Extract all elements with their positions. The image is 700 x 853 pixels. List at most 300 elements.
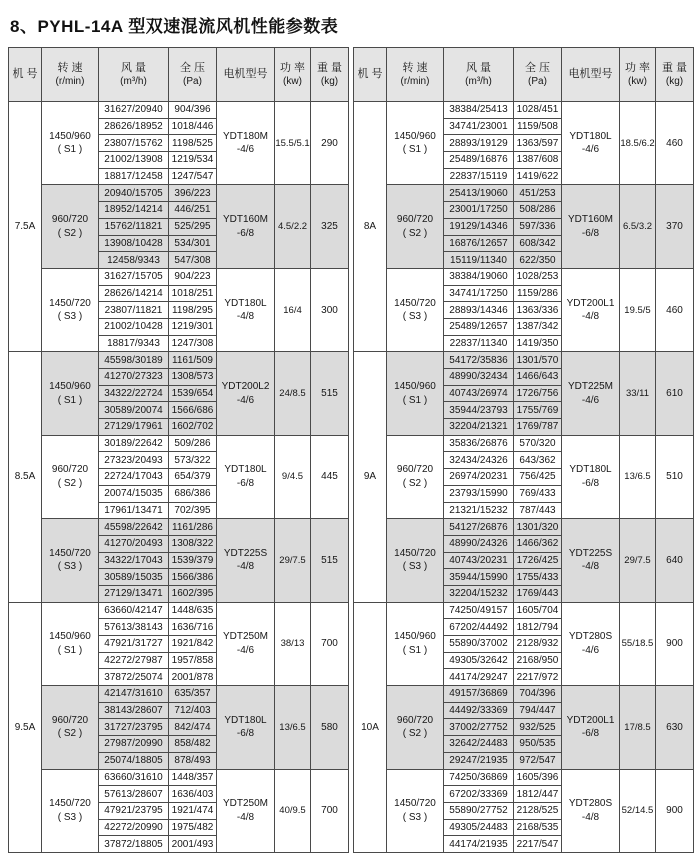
motor-model-cell [217,352,275,435]
power-cell: 29/7.5 [275,519,311,602]
motor-model-value: YDT225S [568,547,613,559]
total-pressure-header [514,48,562,102]
speed-header [387,48,444,102]
table-row [354,602,694,619]
power-cell: 55/18.5 [620,602,656,685]
speed-variant-label: ( S3 ) [402,811,428,823]
total-pressure-cell: 2001/493 [169,836,217,853]
speed-value: 1450/960 [394,130,436,142]
machine-number-header [354,48,387,102]
air-volume-cell: 32204/21321 [444,419,514,436]
motor-model-cell [562,686,620,769]
speed-cell [387,769,444,852]
air-volume-header [444,48,514,102]
air-volume-cell: 42272/27987 [99,652,169,669]
air-volume-cell: 47921/31727 [99,636,169,653]
speed-variant-label: ( S1 ) [57,144,83,156]
air-volume-cell: 15762/11821 [99,218,169,235]
air-volume-cell: 38384/19060 [444,268,514,285]
weight-cell: 510 [656,435,694,518]
weight-cell: 640 [656,519,694,602]
total-pressure-cell: 2128/525 [514,802,562,819]
total-pressure-cell: 1448/635 [169,602,217,619]
speed-cell [387,602,444,685]
total-pressure-cell: 1769/787 [514,419,562,436]
total-pressure-cell: 1605/704 [514,602,562,619]
table-row [9,268,349,285]
speed-header-line2: (r/min) [400,76,430,88]
air-volume-cell: 34322/17043 [99,552,169,569]
speed-cell [42,686,99,769]
air-volume-cell: 30189/22642 [99,435,169,452]
power-header-line1: 功 率 [624,61,651,74]
speed-header-line2: (r/min) [55,76,85,88]
motor-poles-value: -6/8 [236,227,255,239]
air-volume-cell: 15119/11340 [444,252,514,269]
air-volume-header-line2: (m³/h) [465,76,492,88]
weight-cell: 325 [311,185,349,268]
speed-value: 1450/720 [394,547,436,559]
total-pressure-cell: 1219/534 [169,152,217,169]
speed-cell [42,435,99,518]
weight-header-line1: 重 量 [661,61,688,74]
air-volume-cell: 57613/28607 [99,786,169,803]
total-pressure-cell: 1419/350 [514,335,562,352]
power-cell: 17/8.5 [620,686,656,769]
motor-poles-value: -6/8 [581,227,600,239]
air-volume-cell: 20074/15035 [99,485,169,502]
air-volume-cell: 34322/22724 [99,385,169,402]
motor-model-value: YDT180M [222,130,268,142]
speed-cell [387,519,444,602]
speed-cell [387,435,444,518]
air-volume-cell: 44174/21935 [444,836,514,853]
air-volume-cell: 32434/24326 [444,452,514,469]
speed-variant-label: ( S2 ) [57,728,83,740]
total-pressure-cell: 1301/570 [514,352,562,369]
total-pressure-cell: 1605/396 [514,769,562,786]
speed-variant-label: ( S3 ) [57,311,83,323]
air-volume-cell: 27129/17961 [99,419,169,436]
power-header-line2: (kw) [628,76,647,88]
machine-number-header [9,48,42,102]
power-cell: 18.5/6.2 [620,102,656,185]
total-pressure-cell: 1602/702 [169,419,217,436]
total-pressure-cell: 508/286 [514,202,562,219]
total-pressure-cell: 1636/716 [169,619,217,636]
speed-value: 960/720 [51,714,89,726]
motor-model-header [562,48,620,102]
air-volume-cell: 48990/24326 [444,535,514,552]
motor-model-header [217,48,275,102]
speed-cell [42,185,99,268]
air-volume-cell: 32204/15232 [444,585,514,602]
total-pressure-cell: 446/251 [169,202,217,219]
total-pressure-cell: 1219/301 [169,318,217,335]
air-volume-cell: 28626/18952 [99,118,169,135]
air-volume-cell: 74250/36869 [444,769,514,786]
total-pressure-cell: 396/223 [169,185,217,202]
total-pressure-cell: 1539/654 [169,385,217,402]
motor-model-value: YDT180L [224,464,267,476]
machine-number-header-line1: 机 号 [357,68,383,81]
air-volume-cell: 30589/20074 [99,402,169,419]
air-volume-cell: 55890/37002 [444,636,514,653]
weight-cell: 580 [311,686,349,769]
total-pressure-cell: 972/547 [514,752,562,769]
air-volume-cell: 38143/28607 [99,702,169,719]
power-cell: 15.5/5.1 [275,102,311,185]
total-pressure-cell: 525/295 [169,218,217,235]
air-volume-cell: 35836/26876 [444,435,514,452]
total-pressure-cell: 643/362 [514,452,562,469]
air-volume-cell: 44174/29247 [444,669,514,686]
machine-no-cell: 8.5A [9,352,42,602]
speed-variant-label: ( S3 ) [57,811,83,823]
speed-variant-label: ( S2 ) [402,728,428,740]
motor-model-cell [217,435,275,518]
weight-cell: 515 [311,519,349,602]
header-row [354,48,694,102]
motor-model-cell [562,352,620,435]
speed-header-line1: 转 速 [57,61,83,74]
table-row [354,102,694,119]
speed-variant-label: ( S2 ) [402,477,428,489]
total-pressure-header [169,48,217,102]
total-pressure-cell: 1466/643 [514,369,562,386]
machine-no-cell: 7.5A [9,102,42,352]
total-pressure-cell: 1018/446 [169,118,217,135]
motor-poles-value: -4/6 [581,644,600,656]
air-volume-cell: 13908/10428 [99,235,169,252]
total-pressure-header-line2: (Pa) [528,76,547,88]
motor-model-cell [562,268,620,351]
total-pressure-cell: 932/525 [514,719,562,736]
machine-no-cell: 9.5A [9,602,42,852]
air-volume-cell: 37872/18805 [99,836,169,853]
air-volume-cell: 21002/10428 [99,318,169,335]
total-pressure-cell: 1769/443 [514,585,562,602]
motor-model-cell [562,602,620,685]
speed-value: 1450/960 [49,130,91,142]
total-pressure-cell: 1308/573 [169,369,217,386]
air-volume-cell: 31727/23795 [99,719,169,736]
table-row [354,686,694,703]
air-volume-cell: 12458/9343 [99,252,169,269]
power-header [275,48,311,102]
motor-model-cell [562,185,620,268]
total-pressure-cell: 654/379 [169,469,217,486]
air-volume-cell: 23807/15762 [99,135,169,152]
air-volume-cell: 18952/14214 [99,202,169,219]
air-volume-cell: 35944/15990 [444,569,514,586]
table-row [354,435,694,452]
air-volume-cell: 63660/42147 [99,602,169,619]
motor-poles-value: -6/8 [236,477,255,489]
air-volume-cell: 54127/26876 [444,519,514,536]
motor-poles-value: -4/8 [581,311,600,323]
total-pressure-cell: 1363/336 [514,302,562,319]
motor-model-value: YDT280S [568,631,613,643]
total-pressure-cell: 904/223 [169,268,217,285]
power-cell: 33/11 [620,352,656,435]
air-volume-cell: 41270/27323 [99,369,169,386]
table-row [9,769,349,786]
air-volume-cell: 19129/14346 [444,218,514,235]
fan-table-right [353,47,694,853]
air-volume-cell: 38384/25413 [444,102,514,119]
power-header [620,48,656,102]
air-volume-cell: 32642/24483 [444,736,514,753]
total-pressure-cell: 1755/769 [514,402,562,419]
total-pressure-cell: 1028/253 [514,268,562,285]
speed-value: 1450/720 [49,798,91,810]
total-pressure-cell: 1159/508 [514,118,562,135]
total-pressure-cell: 547/308 [169,252,217,269]
air-volume-cell: 49305/32642 [444,652,514,669]
air-volume-cell: 18817/9343 [99,335,169,352]
speed-value: 960/720 [396,714,434,726]
table-row [9,686,349,703]
motor-poles-value: -4/6 [581,144,600,156]
weight-header-line1: 重 量 [316,61,343,74]
total-pressure-cell: 1387/608 [514,152,562,169]
air-volume-cell: 34741/17250 [444,285,514,302]
total-pressure-cell: 1539/379 [169,552,217,569]
weight-header-line2: (kg) [665,76,684,88]
page-title: 8、PYHL-14A 型双速混流风机性能参数表 [10,17,339,36]
motor-model-value: YDT200L1 [566,297,615,309]
table-row [354,352,694,369]
speed-value: 960/720 [396,214,434,226]
motor-poles-value: -6/8 [581,728,600,740]
power-cell: 29/7.5 [620,519,656,602]
total-pressure-cell: 950/535 [514,736,562,753]
weight-cell: 700 [311,769,349,852]
air-volume-cell: 22724/17043 [99,469,169,486]
air-volume-cell: 74250/49157 [444,602,514,619]
total-pressure-cell: 904/396 [169,102,217,119]
motor-model-cell [217,519,275,602]
total-pressure-cell: 1161/509 [169,352,217,369]
weight-cell: 300 [311,268,349,351]
total-pressure-cell: 2128/932 [514,636,562,653]
speed-cell [387,185,444,268]
air-volume-cell: 30589/15035 [99,569,169,586]
air-volume-cell: 48990/32434 [444,369,514,386]
total-pressure-cell: 2001/878 [169,669,217,686]
total-pressure-cell: 787/443 [514,502,562,519]
table-row [9,102,349,119]
power-cell: 40/9.5 [275,769,311,852]
motor-model-value: YDT160M [222,214,268,226]
total-pressure-cell: 635/357 [169,686,217,703]
motor-model-value: YDT180L [569,464,612,476]
speed-cell [42,769,99,852]
air-volume-cell: 27129/13471 [99,585,169,602]
table-row [354,268,694,285]
power-cell: 6.5/3.2 [620,185,656,268]
total-pressure-cell: 1812/447 [514,786,562,803]
air-volume-cell: 45598/22642 [99,519,169,536]
motor-model-value: YDT180L [224,714,267,726]
air-volume-cell: 25489/16876 [444,152,514,169]
weight-header [656,48,694,102]
air-volume-cell: 25074/18805 [99,752,169,769]
table-row [354,769,694,786]
power-cell: 4.5/2.2 [275,185,311,268]
speed-variant-label: ( S1 ) [402,394,428,406]
machine-no-cell: 9A [354,352,387,602]
power-cell: 13/6.5 [275,686,311,769]
total-pressure-cell: 2217/972 [514,669,562,686]
air-volume-cell: 37002/27752 [444,719,514,736]
total-pressure-cell: 1028/451 [514,102,562,119]
motor-model-cell [217,769,275,852]
weight-cell: 900 [656,602,694,685]
air-volume-cell: 25413/19060 [444,185,514,202]
speed-cell [42,268,99,351]
total-pressure-cell: 1755/433 [514,569,562,586]
total-pressure-cell: 509/286 [169,435,217,452]
air-volume-cell: 49305/24483 [444,819,514,836]
air-volume-cell: 22837/11340 [444,335,514,352]
machine-number-header-line1: 机 号 [12,68,38,81]
fan-table-left [8,47,349,853]
weight-cell: 630 [656,686,694,769]
total-pressure-cell: 1921/842 [169,636,217,653]
air-volume-cell: 31627/15705 [99,268,169,285]
air-volume-cell: 34741/23001 [444,118,514,135]
air-volume-cell: 27323/20493 [99,452,169,469]
air-volume-cell: 25489/12657 [444,318,514,335]
air-volume-cell: 67202/33369 [444,786,514,803]
weight-cell: 610 [656,352,694,435]
speed-value: 1450/960 [49,631,91,643]
total-pressure-cell: 1247/547 [169,168,217,185]
speed-variant-label: ( S1 ) [57,394,83,406]
total-pressure-cell: 2168/535 [514,819,562,836]
motor-model-cell [562,102,620,185]
speed-cell [387,268,444,351]
air-volume-cell: 28626/14214 [99,285,169,302]
speed-variant-label: ( S1 ) [402,144,428,156]
tables-container [8,47,700,853]
motor-model-cell [217,602,275,685]
air-volume-cell: 26974/20231 [444,469,514,486]
total-pressure-cell: 1018/251 [169,285,217,302]
power-cell: 19.5/5 [620,268,656,351]
total-pressure-cell: 1957/858 [169,652,217,669]
power-cell: 24/8.5 [275,352,311,435]
speed-value: 1450/720 [394,297,436,309]
motor-model-value: YDT280S [568,798,613,810]
air-volume-cell: 41270/20493 [99,535,169,552]
total-pressure-cell: 1247/308 [169,335,217,352]
motor-poles-value: -4/8 [236,811,255,823]
motor-model-header-line1: 电机型号 [568,68,613,81]
speed-variant-label: ( S2 ) [402,227,428,239]
motor-poles-value: -4/6 [581,394,600,406]
air-volume-cell: 44492/33369 [444,702,514,719]
total-pressure-cell: 794/447 [514,702,562,719]
total-pressure-cell: 597/336 [514,218,562,235]
air-volume-cell: 22837/15119 [444,168,514,185]
air-volume-header [99,48,169,102]
speed-header [42,48,99,102]
speed-variant-label: ( S1 ) [402,644,428,656]
weight-cell: 445 [311,435,349,518]
air-volume-cell: 42272/20990 [99,819,169,836]
weight-header [311,48,349,102]
total-pressure-cell: 702/395 [169,502,217,519]
total-pressure-cell: 704/396 [514,686,562,703]
air-volume-cell: 16876/12657 [444,235,514,252]
air-volume-cell: 37872/25074 [99,669,169,686]
total-pressure-cell: 573/322 [169,452,217,469]
total-pressure-cell: 769/433 [514,485,562,502]
motor-model-header-line1: 电机型号 [223,68,268,81]
total-pressure-cell: 1921/474 [169,802,217,819]
speed-variant-label: ( S2 ) [57,477,83,489]
table-row [9,352,349,369]
speed-variant-label: ( S1 ) [57,644,83,656]
power-cell: 16/4 [275,268,311,351]
air-volume-cell: 21321/15232 [444,502,514,519]
air-volume-cell: 18817/12458 [99,168,169,185]
table-row [9,435,349,452]
motor-model-value: YDT250M [222,631,268,643]
air-volume-cell: 28893/19129 [444,135,514,152]
air-volume-cell: 47921/23795 [99,802,169,819]
air-volume-cell: 40743/20231 [444,552,514,569]
motor-model-value: YDT225S [223,547,268,559]
total-pressure-cell: 878/493 [169,752,217,769]
total-pressure-header-line1: 全 压 [524,61,551,74]
total-pressure-cell: 1419/622 [514,168,562,185]
motor-poles-value: -4/6 [236,644,255,656]
weight-cell: 900 [656,769,694,852]
air-volume-cell: 55890/27752 [444,802,514,819]
motor-model-value: YDT200L1 [566,714,615,726]
air-volume-cell: 67202/44492 [444,619,514,636]
power-header-line1: 功 率 [279,61,306,74]
weight-cell: 460 [656,102,694,185]
total-pressure-cell: 1602/395 [169,585,217,602]
total-pressure-cell: 1363/597 [514,135,562,152]
speed-value: 960/720 [396,464,434,476]
total-pressure-cell: 686/386 [169,485,217,502]
total-pressure-cell: 534/301 [169,235,217,252]
table-row [354,519,694,536]
air-volume-cell: 23807/11821 [99,302,169,319]
motor-poles-value: -4/8 [236,311,255,323]
motor-model-value: YDT160M [567,214,613,226]
motor-model-value: YDT250M [222,798,268,810]
speed-value: 1450/720 [49,547,91,559]
motor-poles-value: -4/8 [581,811,600,823]
motor-model-cell [562,769,620,852]
total-pressure-cell: 1566/686 [169,402,217,419]
total-pressure-cell: 1566/386 [169,569,217,586]
total-pressure-header-line1: 全 压 [179,61,206,74]
speed-value: 1450/720 [394,798,436,810]
total-pressure-cell: 842/474 [169,719,217,736]
motor-model-cell [562,435,620,518]
total-pressure-cell: 712/403 [169,702,217,719]
motor-model-cell [217,102,275,185]
motor-poles-value: -4/8 [581,561,600,573]
